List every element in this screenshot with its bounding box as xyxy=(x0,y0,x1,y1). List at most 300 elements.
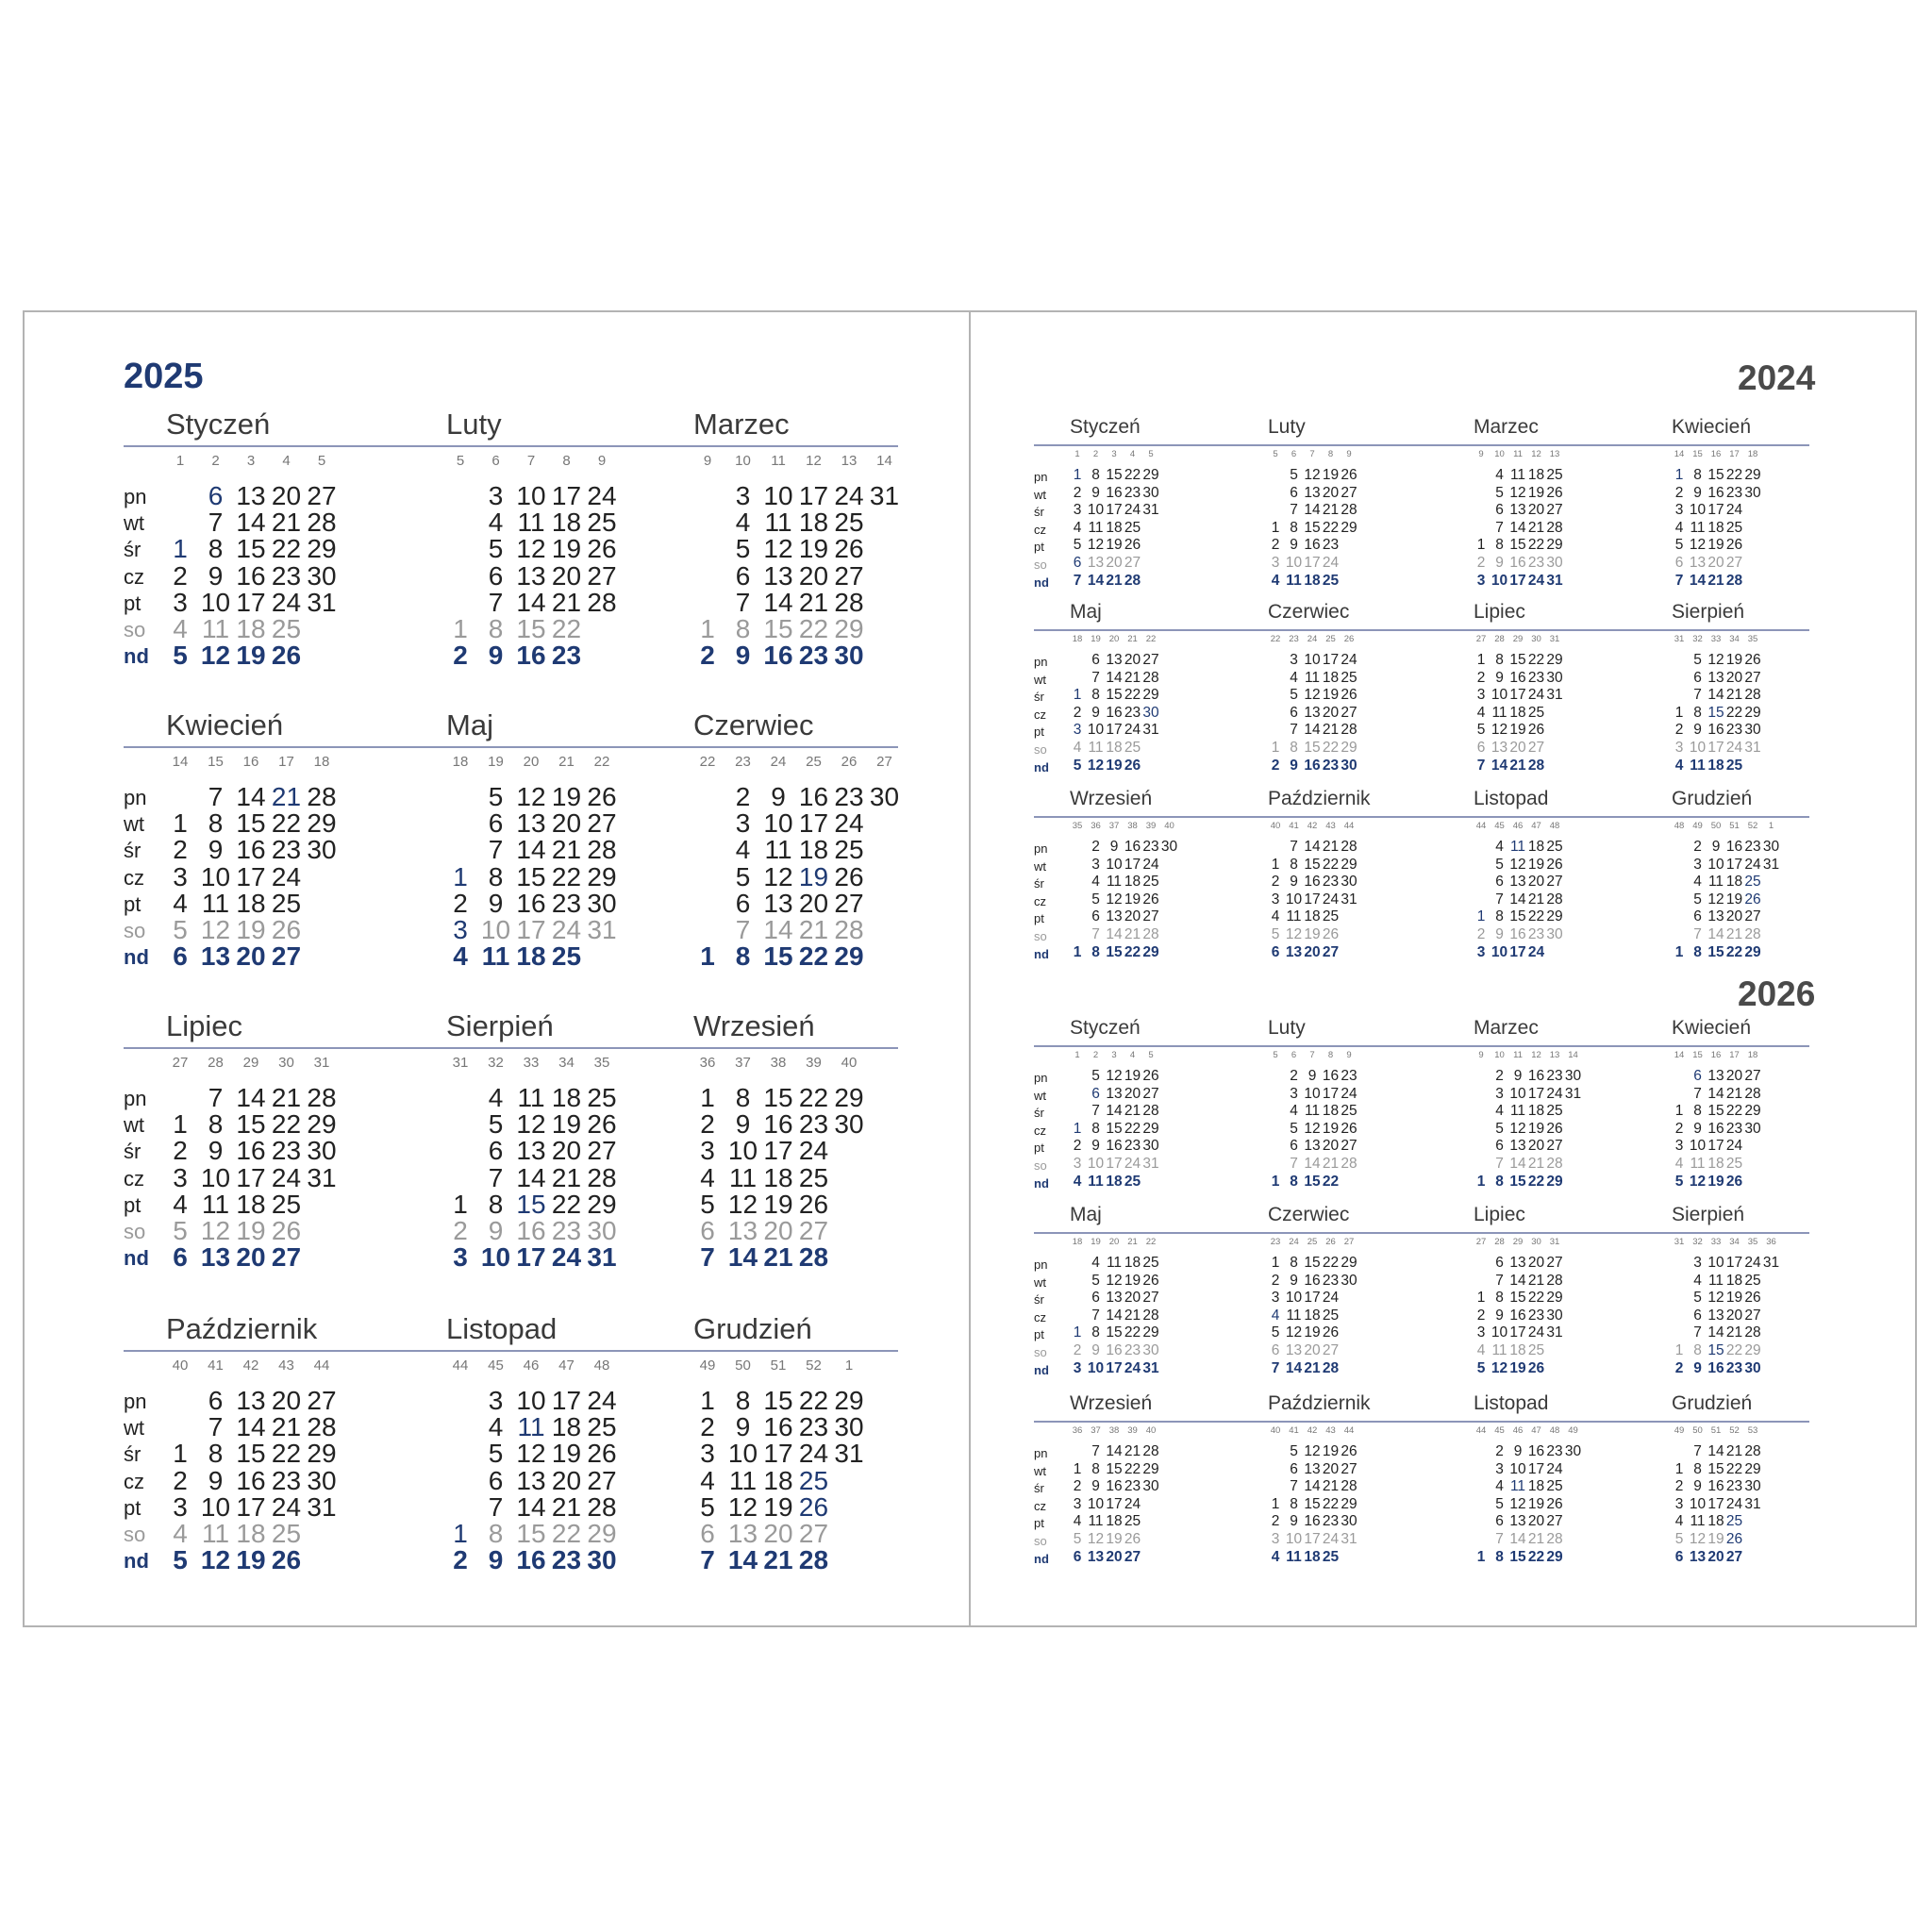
day-cell: 9 xyxy=(1290,1272,1298,1289)
day-cell: 5 xyxy=(1091,1068,1100,1084)
week-number: 10 xyxy=(735,453,751,469)
day-cell: 6 xyxy=(1693,1307,1702,1324)
week-number: 48 xyxy=(1549,821,1560,831)
day-cell: 16 xyxy=(236,560,266,591)
day-cell: 15 xyxy=(1509,908,1526,925)
day-cell: 5 xyxy=(173,1216,188,1245)
month-rule xyxy=(1223,1232,1438,1234)
day-cell: 2 xyxy=(173,1465,188,1495)
week-number: 42 xyxy=(1307,1425,1318,1436)
day-cell: 17 xyxy=(1509,1324,1526,1341)
day-cell: 3 xyxy=(700,1439,715,1469)
day-cell: 21 xyxy=(1124,926,1141,942)
week-number: 43 xyxy=(1325,1425,1336,1436)
day-cell: 14 xyxy=(1304,839,1321,855)
day-cell: 8 xyxy=(1290,1495,1298,1512)
day-cell: 8 xyxy=(1290,1173,1298,1190)
weekday-label: pt xyxy=(1034,1141,1044,1156)
week-number: 6 xyxy=(1291,449,1297,459)
day-cell: 5 xyxy=(1290,467,1298,483)
day-cell: 2 xyxy=(1476,669,1486,686)
week-number: 13 xyxy=(841,453,858,469)
day-cell: 14 xyxy=(1304,722,1321,739)
day-cell: 27 xyxy=(307,481,337,510)
week-number: 38 xyxy=(1127,821,1138,831)
day-cell: 25 xyxy=(1725,519,1743,536)
weekday-label: nd xyxy=(1034,575,1049,590)
day-cell: 8 xyxy=(1495,652,1504,668)
day-cell: 8 xyxy=(208,1109,224,1140)
day-cell: 19 xyxy=(1304,926,1321,942)
day-cell: 6 xyxy=(1674,555,1684,571)
day-cell: 6 xyxy=(1495,874,1504,891)
weekday-label: nd xyxy=(1034,1551,1049,1566)
day-cell: 28 xyxy=(1744,1443,1761,1459)
day-cell: 20 xyxy=(1304,943,1321,960)
day-cell: 3 xyxy=(1073,1359,1082,1376)
day-cell: 14 xyxy=(1285,1359,1303,1376)
day-cell: 12 xyxy=(1106,1272,1123,1289)
day-cell: 31 xyxy=(1762,1255,1780,1271)
day-cell: 31 xyxy=(307,587,337,617)
day-cell: 31 xyxy=(869,481,900,510)
weekday-label: pt xyxy=(1034,1516,1044,1531)
week-number: 11 xyxy=(1513,1050,1523,1060)
day-cell: 19 xyxy=(1304,1324,1321,1341)
day-cell: 23 xyxy=(798,1412,829,1442)
day-cell: 30 xyxy=(834,641,864,671)
month-rule xyxy=(1223,1421,1438,1423)
day-cell: 9 xyxy=(208,835,224,865)
day-cell: 8 xyxy=(1693,943,1702,960)
day-cell: 8 xyxy=(735,614,751,643)
weekday-label: śr xyxy=(1034,505,1044,520)
day-cell: 17 xyxy=(1707,740,1724,756)
day-cell: 30 xyxy=(1744,1359,1761,1376)
week-number: 37 xyxy=(1108,821,1120,831)
day-cell: 30 xyxy=(1160,839,1178,855)
day-cell: 23 xyxy=(1725,1120,1743,1137)
week-number: 48 xyxy=(593,1357,610,1374)
day-cell: 20 xyxy=(1124,652,1141,668)
day-cell: 30 xyxy=(1546,926,1563,942)
day-cell: 18 xyxy=(763,1465,793,1495)
day-cell: 11 xyxy=(764,508,792,538)
week-number: 14 xyxy=(876,453,892,469)
day-cell: 20 xyxy=(1707,1548,1724,1565)
day-cell: 10 xyxy=(1285,1290,1303,1307)
day-cell: 18 xyxy=(236,888,266,918)
day-cell: 1 xyxy=(453,1519,468,1548)
month-rule xyxy=(124,746,404,748)
week-number: 36 xyxy=(1766,1237,1776,1247)
day-cell: 7 xyxy=(1693,1324,1702,1341)
weekday-label: so xyxy=(124,1220,146,1243)
day-cell: 7 xyxy=(1073,572,1082,589)
day-cell: 5 xyxy=(1693,891,1702,908)
month-name: Grudzień xyxy=(1672,788,1753,809)
month-rule xyxy=(1223,629,1438,631)
day-cell: 22 xyxy=(1322,740,1340,756)
day-cell: 25 xyxy=(1322,1307,1340,1324)
day-cell: 2 xyxy=(1073,1478,1082,1495)
month-rule xyxy=(1626,1232,1809,1234)
weekday-label: wt xyxy=(1034,487,1046,502)
day-cell: 28 xyxy=(1341,502,1357,519)
day-cell: 30 xyxy=(1341,1272,1357,1289)
weekday-label: so xyxy=(1034,558,1047,572)
day-cell: 11 xyxy=(1509,467,1526,483)
day-cell: 12 xyxy=(763,534,793,564)
week-number: 53 xyxy=(1747,1425,1758,1436)
day-cell: 3 xyxy=(1693,1255,1702,1271)
weekday-label: pn xyxy=(1034,841,1048,856)
month-rule xyxy=(641,445,898,447)
day-cell: 27 xyxy=(1341,1460,1357,1477)
day-cell: 4 xyxy=(1271,1307,1280,1324)
day-cell: 7 xyxy=(208,508,224,538)
day-cell: 14 xyxy=(1707,1324,1724,1341)
day-cell: 19 xyxy=(1509,1359,1526,1376)
day-cell: 16 xyxy=(516,888,546,918)
day-cell: 9 xyxy=(1091,1138,1100,1155)
day-cell: 1 xyxy=(1476,1173,1486,1190)
month-name: Sierpień xyxy=(1672,601,1745,623)
month-rule xyxy=(1034,444,1232,446)
day-cell: 25 xyxy=(1725,1513,1743,1530)
day-cell: 10 xyxy=(1689,502,1707,519)
day-cell: 3 xyxy=(1073,1156,1082,1172)
week-number: 8 xyxy=(562,453,571,469)
week-number: 39 xyxy=(1145,821,1157,831)
day-cell: 21 xyxy=(1106,572,1123,589)
day-cell: 23 xyxy=(271,835,302,865)
day-cell: 5 xyxy=(488,1439,504,1469)
month-rule xyxy=(124,1350,404,1352)
day-cell: 30 xyxy=(307,560,337,591)
day-cell: 23 xyxy=(1322,874,1340,891)
day-cell: 12 xyxy=(1689,1173,1707,1190)
day-cell: 9 xyxy=(1693,722,1702,739)
day-cell: 12 xyxy=(727,1189,758,1219)
day-cell: 24 xyxy=(798,1136,829,1166)
day-cell: 29 xyxy=(1744,1103,1761,1120)
month-name: Listopad xyxy=(1474,1392,1549,1414)
day-cell: 27 xyxy=(587,1465,617,1495)
day-cell: 26 xyxy=(1124,537,1141,554)
day-cell: 22 xyxy=(1322,519,1340,536)
day-cell: 21 xyxy=(271,1083,302,1112)
week-number: 32 xyxy=(488,1055,504,1071)
day-cell: 4 xyxy=(1674,519,1684,536)
day-cell: 25 xyxy=(1322,572,1340,589)
week-number: 27 xyxy=(172,1055,189,1071)
day-cell: 15 xyxy=(763,1083,793,1112)
day-cell: 1 xyxy=(173,1439,188,1469)
day-cell: 31 xyxy=(1744,1495,1761,1512)
day-cell: 18 xyxy=(1106,740,1123,756)
week-number: 2 xyxy=(211,453,220,469)
day-cell: 16 xyxy=(516,1216,546,1245)
day-cell: 6 xyxy=(1693,1068,1702,1084)
day-cell: 22 xyxy=(1322,1495,1340,1512)
day-cell: 23 xyxy=(1725,1478,1743,1495)
day-cell: 6 xyxy=(1674,1548,1684,1565)
month-name: Marzec xyxy=(1474,1017,1539,1039)
day-cell: 17 xyxy=(1707,1495,1724,1512)
day-cell: 5 xyxy=(1674,1531,1684,1547)
day-cell: 26 xyxy=(271,915,302,944)
week-number: 3 xyxy=(246,453,256,469)
day-cell: 13 xyxy=(1707,1307,1724,1324)
week-number: 31 xyxy=(1674,1237,1685,1247)
day-cell: 30 xyxy=(1744,484,1761,501)
day-cell: 14 xyxy=(1106,1307,1123,1324)
day-cell: 1 xyxy=(1674,704,1684,721)
day-cell: 28 xyxy=(798,1242,829,1273)
day-cell: 7 xyxy=(208,782,224,811)
day-cell: 24 xyxy=(1341,652,1357,668)
day-cell: 5 xyxy=(1674,1173,1684,1190)
day-cell: 22 xyxy=(1725,1460,1743,1477)
day-cell: 17 xyxy=(798,481,829,510)
month-rule xyxy=(1626,629,1809,631)
day-cell: 19 xyxy=(236,641,266,671)
day-cell: 2 xyxy=(1476,1307,1486,1324)
week-number: 20 xyxy=(1108,1237,1120,1247)
day-cell: 11 xyxy=(517,1412,545,1442)
day-cell: 1 xyxy=(1476,537,1486,554)
day-cell: 25 xyxy=(798,1162,829,1192)
day-cell: 26 xyxy=(587,534,617,564)
day-cell: 20 xyxy=(1725,669,1743,686)
week-number: 15 xyxy=(1692,1050,1703,1060)
week-number: 30 xyxy=(1531,634,1541,644)
day-cell: 11 xyxy=(728,1162,758,1192)
day-cell: 9 xyxy=(1513,1443,1523,1459)
month-rule xyxy=(1034,816,1232,818)
day-cell: 20 xyxy=(551,560,582,591)
day-cell: 24 xyxy=(1725,1138,1743,1155)
week-number: 49 xyxy=(1674,1425,1685,1436)
day-cell: 27 xyxy=(798,1216,829,1245)
day-cell: 13 xyxy=(727,1216,758,1245)
day-cell: 11 xyxy=(1106,1255,1123,1271)
day-cell: 2 xyxy=(173,1136,188,1166)
weekday-label: so xyxy=(1034,1534,1047,1548)
day-cell: 15 xyxy=(1707,704,1724,721)
day-cell: 8 xyxy=(488,861,504,891)
day-cell: 25 xyxy=(1725,757,1743,774)
day-cell: 14 xyxy=(1509,1272,1526,1289)
day-cell: 23 xyxy=(1322,1272,1340,1289)
day-cell: 9 xyxy=(208,1465,224,1495)
day-cell: 17 xyxy=(1106,1359,1123,1376)
day-cell: 12 xyxy=(1689,537,1707,554)
week-number: 1 xyxy=(175,453,185,469)
day-cell: 18 xyxy=(798,508,829,538)
day-cell: 11 xyxy=(201,1519,230,1548)
week-number: 9 xyxy=(1346,1050,1352,1060)
day-cell: 10 xyxy=(727,1439,758,1469)
day-cell: 29 xyxy=(1744,467,1761,483)
day-cell: 16 xyxy=(236,1136,266,1166)
day-cell: 22 xyxy=(1527,1548,1545,1565)
week-number: 1 xyxy=(844,1357,854,1374)
month-rule xyxy=(1626,1421,1809,1423)
day-cell: 5 xyxy=(1073,537,1082,554)
day-cell: 10 xyxy=(1087,1495,1105,1512)
week-number: 22 xyxy=(1145,634,1157,644)
day-cell: 26 xyxy=(1546,1495,1563,1512)
day-cell: 18 xyxy=(1304,908,1321,925)
day-cell: 7 xyxy=(1290,722,1298,739)
day-cell: 1 xyxy=(173,1109,188,1140)
day-cell: 17 xyxy=(798,808,829,839)
week-number: 7 xyxy=(1309,1050,1315,1060)
day-cell: 21 xyxy=(551,835,582,865)
day-cell: 24 xyxy=(1744,856,1761,873)
day-cell: 29 xyxy=(1341,856,1357,873)
day-cell: 2 xyxy=(700,1109,715,1140)
week-number: 12 xyxy=(1531,1050,1541,1060)
day-cell: 18 xyxy=(1304,572,1321,589)
day-cell: 26 xyxy=(1322,926,1340,942)
week-number: 52 xyxy=(1747,821,1758,831)
week-number: 28 xyxy=(1494,1237,1505,1247)
day-cell: 30 xyxy=(1142,1342,1159,1358)
week-number: 41 xyxy=(1289,1425,1299,1436)
day-cell: 18 xyxy=(1527,1103,1545,1120)
day-cell: 30 xyxy=(1341,1513,1357,1530)
day-cell: 3 xyxy=(173,861,188,891)
day-cell: 14 xyxy=(1304,1478,1321,1495)
month-rule xyxy=(1034,1045,1232,1047)
day-cell: 31 xyxy=(1341,891,1357,908)
day-cell: 4 xyxy=(173,1519,188,1548)
month-rule xyxy=(1428,444,1636,446)
day-cell: 18 xyxy=(1304,1307,1321,1324)
day-cell: 24 xyxy=(1124,1495,1141,1512)
day-cell: 17 xyxy=(1304,555,1321,571)
day-cell: 27 xyxy=(1546,1513,1563,1530)
day-cell: 15 xyxy=(1106,1120,1123,1137)
day-cell: 28 xyxy=(1546,1156,1563,1172)
day-cell: 1 xyxy=(1073,467,1082,483)
day-cell: 10 xyxy=(516,1386,546,1415)
day-cell: 20 xyxy=(1725,1307,1743,1324)
day-cell: 16 xyxy=(516,641,546,671)
week-number: 41 xyxy=(1289,821,1299,831)
day-cell: 2 xyxy=(1495,1443,1504,1459)
day-cell: 13 xyxy=(1509,1513,1526,1530)
day-cell: 7 xyxy=(488,1491,504,1522)
week-number: 15 xyxy=(1692,449,1703,459)
weekday-label: wt xyxy=(124,511,144,536)
day-cell: 17 xyxy=(516,1242,546,1273)
weekday-label: nd xyxy=(1034,1362,1049,1377)
day-cell: 18 xyxy=(763,1162,793,1192)
weekday-label: wt xyxy=(1034,858,1046,874)
day-cell: 19 xyxy=(1707,1173,1724,1190)
day-cell: 1 xyxy=(1674,1342,1684,1358)
week-number: 11 xyxy=(771,453,786,469)
day-cell: 10 xyxy=(1087,1359,1105,1376)
day-cell: 29 xyxy=(834,1386,864,1415)
day-cell: 17 xyxy=(1106,1495,1123,1512)
day-cell: 19 xyxy=(1725,891,1743,908)
day-cell: 23 xyxy=(1341,1068,1357,1084)
week-number: 40 xyxy=(1164,821,1174,831)
day-cell: 20 xyxy=(271,1386,302,1415)
day-cell: 24 xyxy=(1124,502,1141,519)
week-number: 45 xyxy=(1494,821,1505,831)
weekday-label: cz xyxy=(1034,1309,1046,1324)
day-cell: 10 xyxy=(1491,687,1508,704)
week-number: 31 xyxy=(313,1055,330,1071)
day-cell: 14 xyxy=(1509,519,1526,536)
day-cell: 30 xyxy=(1546,1307,1563,1324)
day-cell: 17 xyxy=(236,861,266,891)
day-cell: 23 xyxy=(551,1545,582,1575)
day-cell: 6 xyxy=(1290,1460,1298,1477)
day-cell: 4 xyxy=(173,888,188,918)
month-rule xyxy=(394,1350,651,1352)
day-cell: 16 xyxy=(1106,1138,1123,1155)
day-cell: 11 xyxy=(201,1189,230,1219)
day-cell: 4 xyxy=(1271,908,1280,925)
day-cell: 7 xyxy=(1476,757,1486,774)
day-cell: 11 xyxy=(1106,874,1123,891)
month-name: Kwiecień xyxy=(1672,1017,1752,1039)
week-number: 10 xyxy=(1494,449,1505,459)
week-number: 9 xyxy=(1478,449,1484,459)
day-cell: 28 xyxy=(1341,1478,1357,1495)
day-cell: 13 xyxy=(200,1242,231,1273)
month-name: Czerwiec xyxy=(1268,1204,1350,1225)
day-cell: 15 xyxy=(1509,1290,1526,1307)
day-cell: 18 xyxy=(1304,1548,1321,1565)
week-number: 27 xyxy=(1475,634,1487,644)
day-cell: 30 xyxy=(834,1412,864,1442)
day-cell: 9 xyxy=(208,1136,224,1166)
month-rule xyxy=(641,1350,898,1352)
week-number: 41 xyxy=(208,1357,224,1374)
day-cell: 12 xyxy=(1689,1531,1707,1547)
day-cell: 25 xyxy=(1546,839,1563,855)
day-cell: 18 xyxy=(1106,1173,1123,1190)
day-cell: 4 xyxy=(488,508,504,538)
day-cell: 31 xyxy=(1142,1156,1159,1172)
day-cell: 7 xyxy=(488,587,504,617)
weekday-label: pn xyxy=(1034,1071,1048,1085)
day-cell: 30 xyxy=(307,1136,337,1166)
day-cell: 2 xyxy=(173,560,188,591)
day-cell: 11 xyxy=(1509,1103,1526,1120)
day-cell: 12 xyxy=(200,915,231,944)
week-number: 18 xyxy=(1072,634,1083,644)
day-cell: 24 xyxy=(1527,572,1545,589)
day-cell: 16 xyxy=(1509,926,1526,942)
day-cell: 2 xyxy=(1674,1478,1684,1495)
day-cell: 22 xyxy=(271,534,302,564)
day-cell: 22 xyxy=(551,614,582,643)
day-cell: 14 xyxy=(1707,1443,1724,1459)
day-cell: 29 xyxy=(1744,1460,1761,1477)
day-cell: 10 xyxy=(1491,572,1508,589)
day-cell: 11 xyxy=(1690,519,1706,536)
week-number: 21 xyxy=(1127,1237,1138,1247)
